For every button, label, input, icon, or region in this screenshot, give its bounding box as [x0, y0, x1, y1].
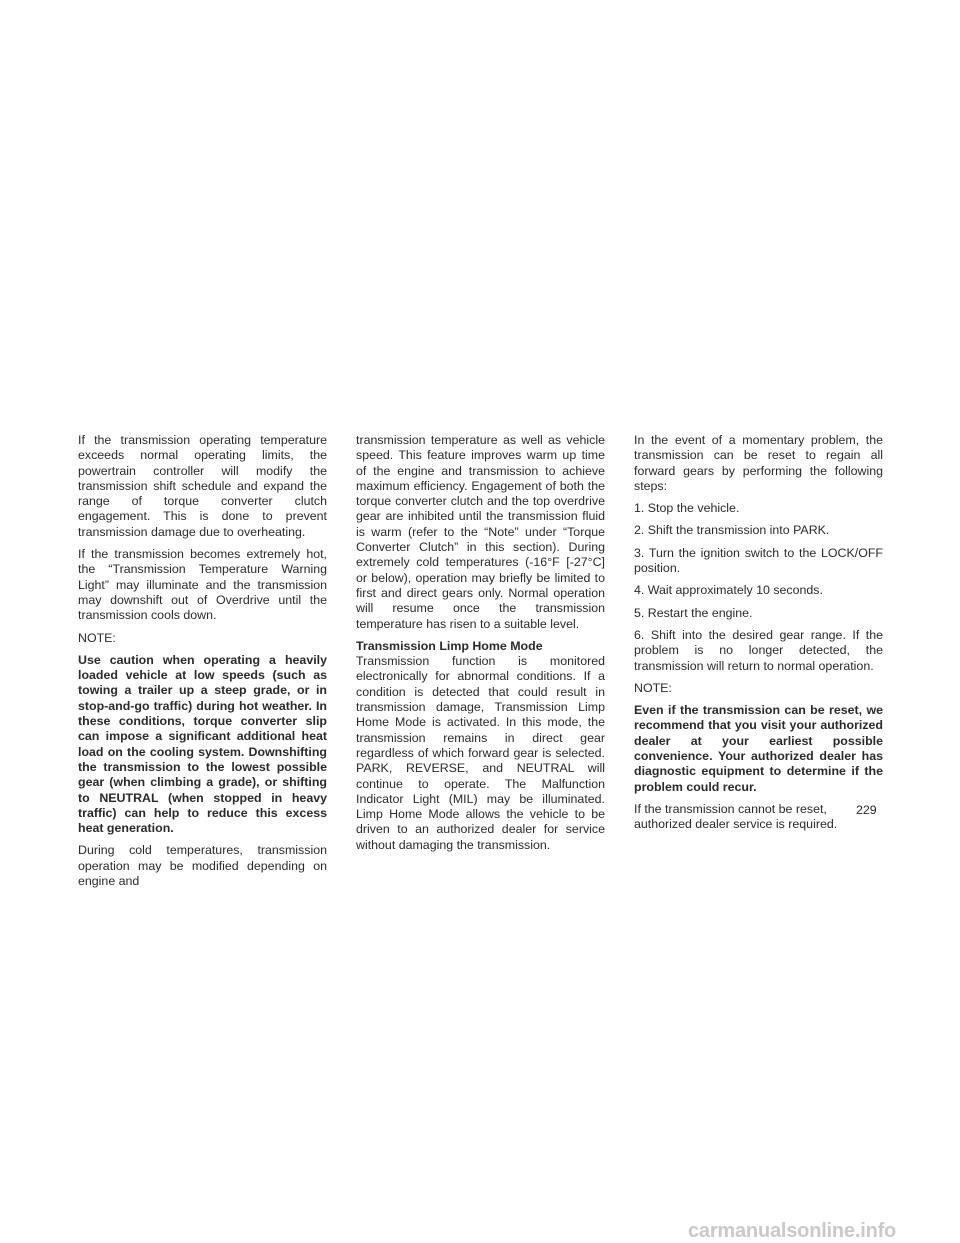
- paragraph-extremely-hot: If the transmission becomes extremely hot, the “Transmission Temperature Warning Light” may illuminate and the transmission may downshift out of Overdrive until the transmission cools down.: [78, 547, 327, 623]
- section-heading-limp-home: Transmission Limp Home Mode: [356, 638, 543, 653]
- watermark: carmanualsonline.info: [688, 1220, 897, 1242]
- step-item: 5. Restart the engine.: [634, 605, 753, 620]
- step-item: 2. Shift the transmission into PARK.: [634, 523, 830, 538]
- step-item: 4. Wait approximately 10 seconds.: [634, 583, 823, 598]
- paragraph-dealer-service: If the transmission cannot be reset, authorized dealer service is required.: [634, 801, 838, 832]
- column-right: [634, 433, 883, 840]
- note-text: Even if the transmission can be reset, we recommend that you visit your authorized dealer at your earliest possible convenience. Your authorized dealer has diagnostic equipment to determine if the problem could recur.: [634, 703, 883, 794]
- column-middle: [356, 433, 605, 860]
- paragraph-limp-home: Transmission function is monitored electronically for abnormal conditions. If a condition is detected that could result in transmission damage, Transmission Limp Home Mode is activated. In this mode, the transmission remains in direct gear regardless of which forward gear is selected. PARK, REVERSE, and NEUTRAL will continue to operate. The Malfunction Indicator Light (MIL) may be illuminated. Limp Home Mode allows the vehicle to be driven to an authorized dealer for service without damaging the transmission.: [356, 654, 605, 852]
- page-number: 229: [856, 803, 877, 817]
- paragraph-overheat: If the transmission operating temperature exceeds normal operating limits, the powertrain controller will modify the transmission shift schedule and expand the range of torque converter clutch engagement. This is done to prevent transmission damage due to overheating.: [78, 433, 327, 539]
- column-left: [78, 433, 327, 896]
- step-item: 3. Turn the ignition switch to the LOCK/OFF position.: [634, 545, 883, 576]
- paragraph-warm-up: transmission temperature as well as vehicle speed. This feature improves warm up time of the engine and transmission to achieve maximum efficiency. Engagement of both the torque converter clutch and the top overdrive gear are inhibited until the transmission fluid is warm (refer to the “Note” under “Torque Converter Clutch” in this section). During extremely cold temperatures (-16°F [-27°C] or below), operation may briefly be limited to first and direct gears only. Normal operation will resume once the transmission temperature has risen to a suitable level.: [356, 433, 605, 631]
- note-label: NOTE:: [634, 680, 672, 695]
- note-label: NOTE:: [78, 630, 116, 645]
- paragraph-cold-temps: During cold temperatures, transmission operation may be modified depending on engine and: [78, 843, 327, 889]
- step-item: 1. Stop the vehicle.: [634, 501, 740, 516]
- paragraph-momentary-problem: In the event of a momentary problem, the transmission can be reset to regain all forward gears by performing the following steps:: [634, 433, 883, 493]
- note-text: Use caution when operating a heavily loaded vehicle at low speeds (such as towing a trailer up a steep grade, or in stop-and-go traffic) during hot weather. In these conditions, torque converter slip can impose a significant additional heat load on the cooling system. Downshifting the transmission to the lowest possible gear (when climbing a grade), or shifting to NEUTRAL (when stopped in heavy traffic) can help to reduce this excess heat generation.: [78, 652, 327, 836]
- step-item: 6. Shift into the desired gear range. If the problem is no longer detected, the transmission will return to normal operation.: [634, 627, 883, 673]
